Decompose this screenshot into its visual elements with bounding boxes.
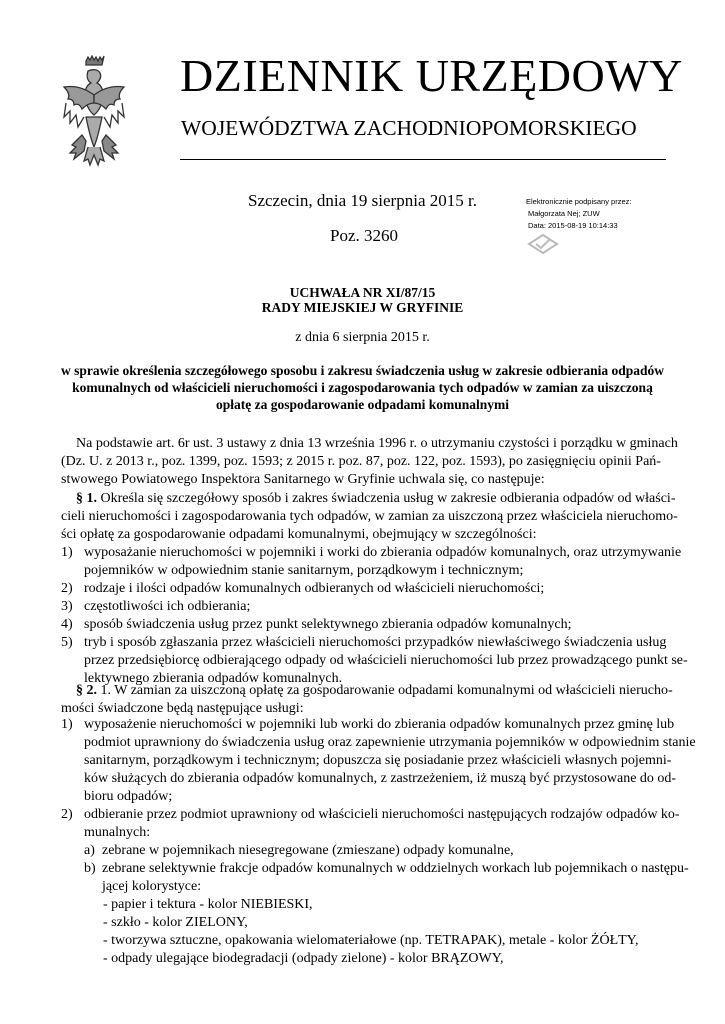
list-item: 2) rodzaje i ilości odpadów komunalnych odbieranych od właścicieli nieruchomości; [61, 581, 545, 596]
journal-subtitle: WOJEWÓDZTWA ZACHODNIOPOMORSKIEGO [181, 116, 637, 140]
resolution-title [60, 285, 665, 315]
publication-date: Szczecin, dnia 19 sierpnia 2015 r. [248, 191, 477, 210]
paragraph-2 [61, 682, 673, 718]
paragraph-1-line: ści opłatę za gospodarowanie odpadami komunalnymi, obejmujący w szczególności: [61, 527, 537, 542]
resolution-date: z dnia 6 sierpnia 2015 r. [295, 330, 430, 345]
resolution-title-line-1: UCHWAŁA NR XI/87/15 [289, 285, 436, 300]
intro-line: Na podstawie art. 6r ust. 3 ustawy z dnia 13 września 1996 r. o utrzymaniu czystości i porządku w gminach [76, 436, 678, 451]
list-item: 2) odbieranie przez podmiot uprawniony od właścicieli nieruchomości następujących rodzajów odpadów ko- munalnych: [61, 807, 680, 840]
sub-list-item: b) zebrane selektywnie frakcje odpadów komunalnych w oddzielnych workach lub pojemnikach o następu- jącej kolorystyce: [84, 861, 689, 894]
resolution-title-line-2: RADY MIEJSKIEJ W GRYFINIE [261, 300, 464, 315]
paragraph-2-list [61, 716, 696, 968]
polish-eagle-emblem-icon [58, 55, 130, 167]
signature-check-icon [526, 232, 560, 256]
intro-line: (Dz. U. z 2013 r., poz. 1399, poz. 1593; z 2015 r. poz. 87, poz. 122, poz. 1593), po zasięgnięciu opinii Pań- [61, 454, 661, 469]
color-list-item: - odpady ulegające biodegradacji (odpady zielone) - kolor BRĄZOWY, [103, 951, 504, 966]
sub-list-item: a) zebrane w pojemnikach niesegregowane (zmieszane) odpady komunalne, [84, 843, 514, 858]
paragraph-1-line: cieli nieruchomości i zagospodarowania tych odpadów, w zamian za uiszczoną przez właściciela nieruchomo- [61, 509, 678, 524]
paragraph-2-line: 1. W zamian za uiszczoną opłatę za gospodarowanie odpadami komunalnymi od właścicieli nierucho- [100, 683, 673, 698]
list-item: 4) sposób świadczenia usług przez punkt selektywnego zbierania odpadów komunalnych; [61, 617, 572, 632]
paragraph-1-label: § 1. [76, 491, 97, 506]
position-number: Poz. 3260 [330, 226, 398, 245]
journal-title: DZIENNIK URZĘDOWY [180, 50, 683, 101]
resolution-subject [60, 362, 665, 413]
paragraph-2-line: mości świadczone będą następujące usługi: [61, 701, 304, 716]
signature-line-2: Małgorzata Nej; ZUW [528, 209, 600, 218]
header-divider [180, 159, 666, 160]
electronic-signature [526, 196, 666, 256]
subject-line-2: komunalnych od właścicieli nieruchomości i zagospodarowania tych odpadów w zamian za uiszczoną [72, 380, 653, 395]
color-list [103, 896, 667, 968]
subject-line-1: w sprawie określenia szczegółowego sposobu i zakresu świadczenia usług w zakresie odbierania odpadów [60, 363, 665, 378]
color-list-item: - szkło - kolor ZIELONY, [103, 915, 248, 930]
intro-paragraph [61, 435, 678, 489]
signature-line-3: Data: 2015-08-19 10:14:33 [528, 221, 618, 230]
subject-line-3: opłatę za gospodarowanie odpadami komunalnymi [215, 397, 510, 412]
signature-line-1: Elektronicznie podpisany przez: [526, 197, 632, 206]
paragraph-1-list [61, 544, 688, 688]
paragraph-1 [61, 490, 678, 544]
list-item: 1) wyposażenie nieruchomości w pojemniki lub worki do zbierania odpadów komunalnych przez gminę lub podmiot uprawniony do świadczenia usług oraz zapewnienie utrzymania pojemników w odpowiednim stanie sanitarnym, porządkowym i technicznym; dopuszcza się posiadanie przez właścicieli własnych pojemni- ków służących do zbierania odpadów komunalnych, z zastrzeżeniem, iż muszą być przystosowane do od- bioru odpadów; [61, 717, 696, 804]
list-item: 1) wyposażanie nieruchomości w pojemniki i worki do zbierania odpadów komunalnych, oraz utrzymywanie pojemników w odpowiednim stanie sanitarnym, porządkowym i technicznym; [61, 545, 682, 578]
intro-line: stwowego Powiatowego Inspektora Sanitarnego w Gryfinie uchwala się, co następuje: [61, 472, 545, 487]
paragraph-1-line: Określa się szczegółowy sposób i zakres świadczenia usług w zakresie odbierania odpadów od właści- [100, 491, 676, 506]
color-list-item: - papier i tektura - kolor NIEBIESKI, [103, 897, 313, 912]
list-item: 5) tryb i sposób zgłaszania przez właścicieli nieruchomości przypadków niewłaściwego świadczenia usług przez przedsiębiorcę odbierającego odpady od właścicieli nieruchomości lub przez prowadzącego punkt se- lektywnego zbierania odpadów komunalnych. [61, 635, 688, 686]
list-item: 3) częstotliwości ich odbierania; [61, 599, 251, 614]
paragraph-2-label: § 2. [76, 683, 97, 698]
color-list-item: - tworzywa sztuczne, opakowania wielomateriałowe (np. TETRAPAK), metale - kolor ŻÓŁTY, [103, 933, 639, 948]
